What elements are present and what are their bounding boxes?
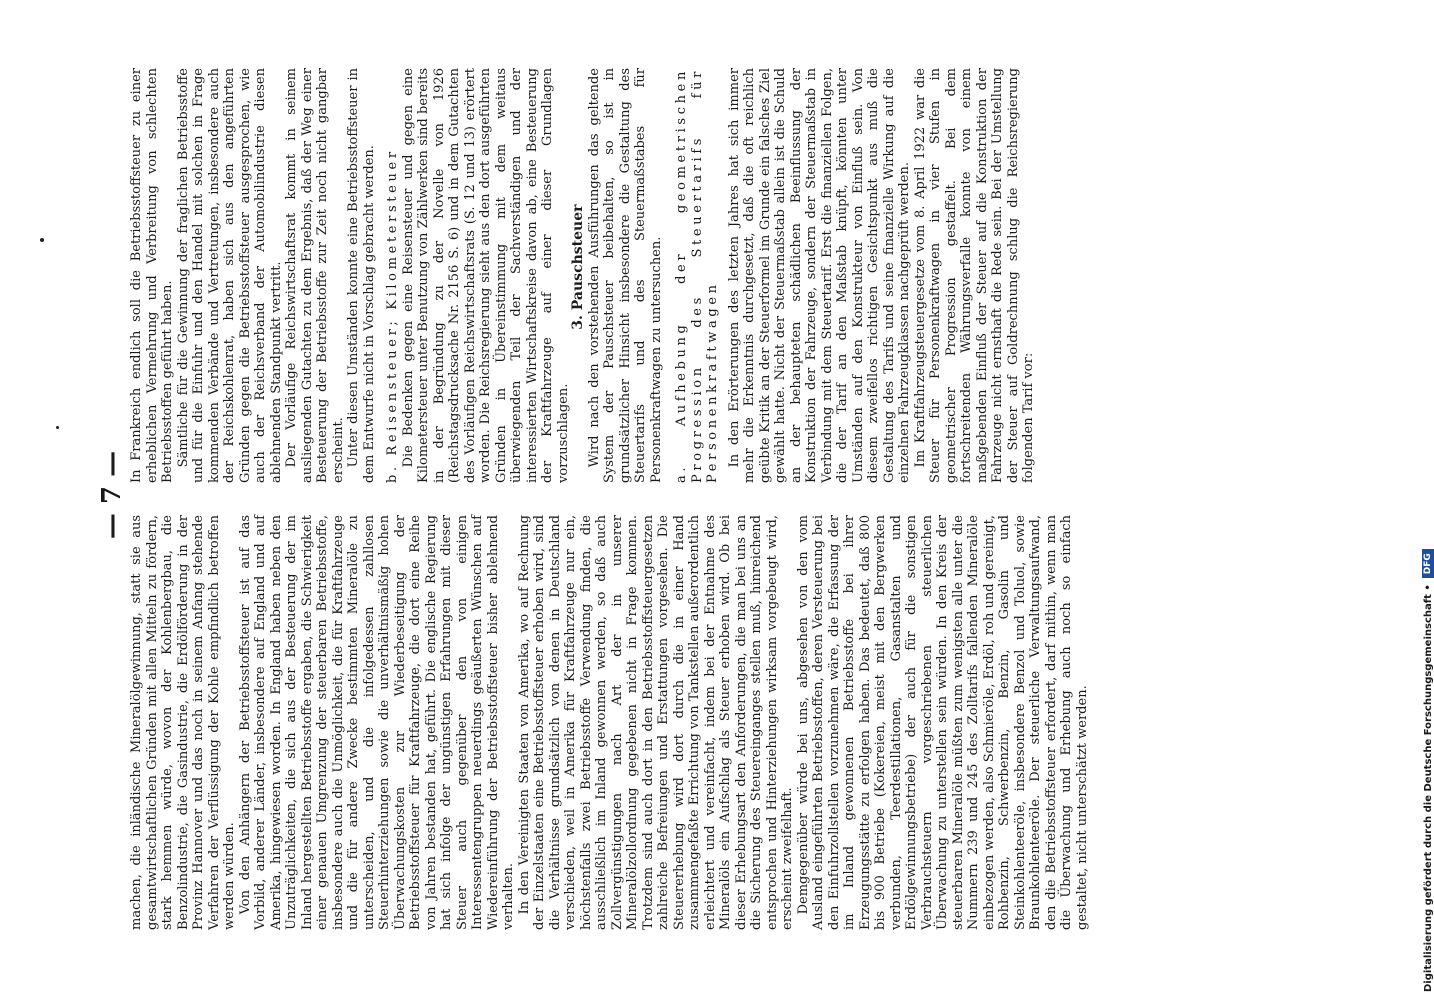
paragraph: Demgegenüber würde bei uns, abgesehen von den vom Ausland eingeführten Betriebsstoffen, deren Versteuerung bei den Einfuhrzollstellen vorzunehmen wäre, die Erfassung der im Inland gewonnenen Betriebsstoffe bei ihrer Erzeugungsstätte zu erfolgen haben. Das bedeutet, daß 800 bis 900 Betriebe (Kokereien, meist mit den Bergwerken verbunden, Teerdestillationen, Gasanstalten und Erdölgewinnungsbetriebe) der auch für die sonstigen Verbrauchsteuern vorgeschriebenen steuerlichen Überwachung zu unterstellen sein würden. In den Kreis der steuerbaren Mineralöle müßten zum wenigsten alle unter die Nummern 239 und 245 des Zolltarifs fallenden Mineralöle einbezogen werden, also Schmieröle, Erdöl, roh und gereinigt, Rohbenzin, Schwerbenzin, Benzin, Gasolin und Steinkohlenteeröle, insbesondere Benzol und Toluol, sowie Braunkohlenteeröle. Der steuerliche Verwaltungsaufwand, den die Betriebsstoffsteuer erfordert, darf mithin, wenn man die Überwachung und Erhebung auch noch so einfach gestaltet, nicht unterschätzt werden. [795,515,1090,930]
dfg-logo: DFG [1422,549,1434,578]
section-3-text: Wird nach den vorstehenden Ausführungen das geltende System der Pauschsteuer beibehalten, so ist in grundsätzlicher Hinsicht insbesondere die Gestaltung des Steuertarifs und des Steuermaßstabes für Personenkraftwagen zu untersuchen. [586,68,664,483]
ink-speck [56,426,59,429]
paragraph: Sämtliche für die Gewinnung der fraglichen Betriebsstoffe und für die Einfuhr und den Handel mit solchen in Frage kommenden Verbände und Vertretungen, insbesondere auch der Reichskohlenrat, haben sich aus den angeführten Gründen gegen die Betriebsstoffsteuer ausgesprochen, wie auch der Reichsverband der Automobilindustrie diesen ablehnenden Standpunkt vertritt. [175,68,284,483]
paragraph: In den Vereinigten Staaten von Amerika, wo auf Rechnung der Einzelstaaten eine Betriebsstoffsteuer erhoben wird, sind die Verhältnisse grundsätzlich von denen in Deutschland verschieden, weil in Amerika für Kraftfahrzeuge nur ein, höchstenfalls zwei Betriebsstoffe Verwendung finden, die ausschließlich im Inland gewonnen werden, so daß auch Zollvergünstigungen nach Art der in unserer Mineralölzollordnung gegebenen nicht in Frage kommen. Trotzdem sind auch dort in den Betriebsstoffsteuergesetzen zahlreiche Befreiungen und Erstattungen vorgesehen. Die Steuererhebung wird dort durch die in einer Hand zusammengefaßte Errichtung von Tankstellen außerordentlich erleichtert und vereinfacht, indem bei der Entnahme des Mineralöls ein Aufschlag als Steuer erhoben wird. Ob bei dieser Erhebungsart den Anforderungen, die man bei uns an die Sicherung des Steuereinganges stellen muß, hinreichend entsprochen und Hinterziehungen wirksam vorgebeugt wird, erscheint zweifelhaft. [516,515,795,930]
paragraph: machen, die inländische Mineralölgewinnung, statt sie aus gesamtwirtschaftlichen Gründen mit allen Mitteln zu fördern, stark hemmen würde, wovon der Kohlenbergbau, die Benzolindustrie, die Gasindustrie, die Erdölförderung in der Provinz Hannover und das noch in seinem Anfang stehende Verfahren der Verflüssigung der Kohle empfindlich betroffen werden würden. [129,515,237,930]
digitization-footer [1420,8,1434,992]
subsection-b-text: Die Bedenken gegen eine Reisensteuer und gegen eine Kilometersteuer unter Benutzung von Zählwerken sind bereits in der Begründung zu der Novelle von 1926 (Reichstagsdrucksache Nr. 2156 S. 6) und in dem Gutachten des Vorläufigen Reichswirtschaftsrats (S. 12 und 13) erörtert worden. Die Reichsregierung sieht aus den dort ausgeführten Gründen in Übereinstimmung mit dem weitaus überwiegenden Teil der Sachverständigen und der interessierten Wirtschaftskreise davon ab, eine Besteuerung der Kraftfahrzeuge auf einer dieser Grundlagen vorzuschlagen. [400,68,571,483]
paragraph: Von den Anhängern der Betriebsstoffsteuer ist auf das Vorbild, anderer Länder, insbesondere auf England und auf Amerika, hingewiesen worden. In England haben neben den Unzuträglichkeiten, die sich aus der Besteuerung der im Inland hergestellten Betriebsstoffe ergaben, die Schwierigkeit einer genauen Umgrenzung der steuerbaren Betriebsstoffe, insbesondere auch die Unmöglichkeit, die für Kraftfahrzeuge und die für andere Zwecke bestimmten Mineralöle zu unterscheiden, und die infolgedessen zahllosen Steuerhinterziehungen sowie die unverhältnismäßig hohen Überwachungskosten zur Wiederbeseitigung der Betriebsstoffsteuer für Kraftfahrzeuge, die dort eine Reihe von Jahren bestanden hat, geführt. Die englische Regierung hat sich infolge der ungünstigen Erfahrungen mit dieser Steuer auch gegenüber den von einigen Interessentengruppen neuerdings geäußerten Wünschen auf Wiedereinführung der Betriebsstoffsteuer bisher ablehnend verhalten. [237,515,516,930]
paragraph: In Frankreich endlich soll die Betriebsstoffsteuer zu einer erheblichen Vermehrung und Verbreitung von schlechten Betriebsstoffen geführt haben. [129,68,175,483]
subsection-b-title: b. Reisensteuer; Kilometersteuer [385,148,400,483]
left-column [129,515,1090,930]
right-intro [129,68,377,483]
subsection-a-body [727,68,1037,483]
paragraph: In den Erörterungen des letzten Jahres hat sich immer mehr die Erkenntnis durchgesetzt, daß die oft reichlich geübte Kritik an der Steuerformel im Grunde ein falsches Ziel gewählt hatte. Nicht der Steuermaßstab allein ist die Schuld an der behaupteten schädlichen Beeinflussung der Konstruktion der Fahrzeuge, sondern der Steuermaßstab in Verbindung mit dem Steuertarif. Erst die finanziellen Folgen, die der Tarif an den Maßstab knüpft, könnten unter Umständen auf den Konstrukteur von Einfluß sein. Von diesem zweifellos richtigen Gesichtspunkt aus muß die Gestaltung des Tarifs und seine finanzielle Wirkung auf die einzelnen Fahrzeugklassen nachgeprüft werden. [726,68,912,483]
paragraph: Der Vorläufige Reichswirtschaftsrat kommt in seinem ausliegenden Gutachten zu dem Ergebnis, daß der Weg einer Besteuerung der Betriebsstoffe zur Zeit noch nicht gangbar erscheint. [284,68,346,483]
ink-speck [40,238,44,242]
footer-credit: Digitalisierung gefördert durch die Deutsche Forschungsgemeinschaft • [1422,584,1434,992]
paragraph: Im Kraftfahrzeugsteuergesetze vom 8. April 1922 war die Steuer für Personenkraftwagen in vier Stufen in geometrischer Progression gestaffelt. Bei dem fortschreitenden Währungsverfalle konnte von einem maßgebenden Einfluß der Steuer auf die Konstruktion der Fahrzeuge nicht ernsthaft die Rede sein. Bei der Umstellung der Steuer auf Goldrechnung schlug die Reichsregierung folgenden Tarif vor: [912,68,1036,483]
right-column [129,68,1037,483]
page-number: — 7 — [97,450,127,540]
section-3-title: 3. Pauschsteuer [570,204,586,330]
paragraph: Unter diesen Umständen konnte eine Betriebsstoffsteuer in dem Entwurfe nicht in Vorschlag gebracht werden. [346,68,377,483]
subsection-a-title: a. Aufhebung der geometrischen Progression des Steuertarifs für Personenkraftwagen [674,68,720,483]
document-page [97,60,1337,930]
